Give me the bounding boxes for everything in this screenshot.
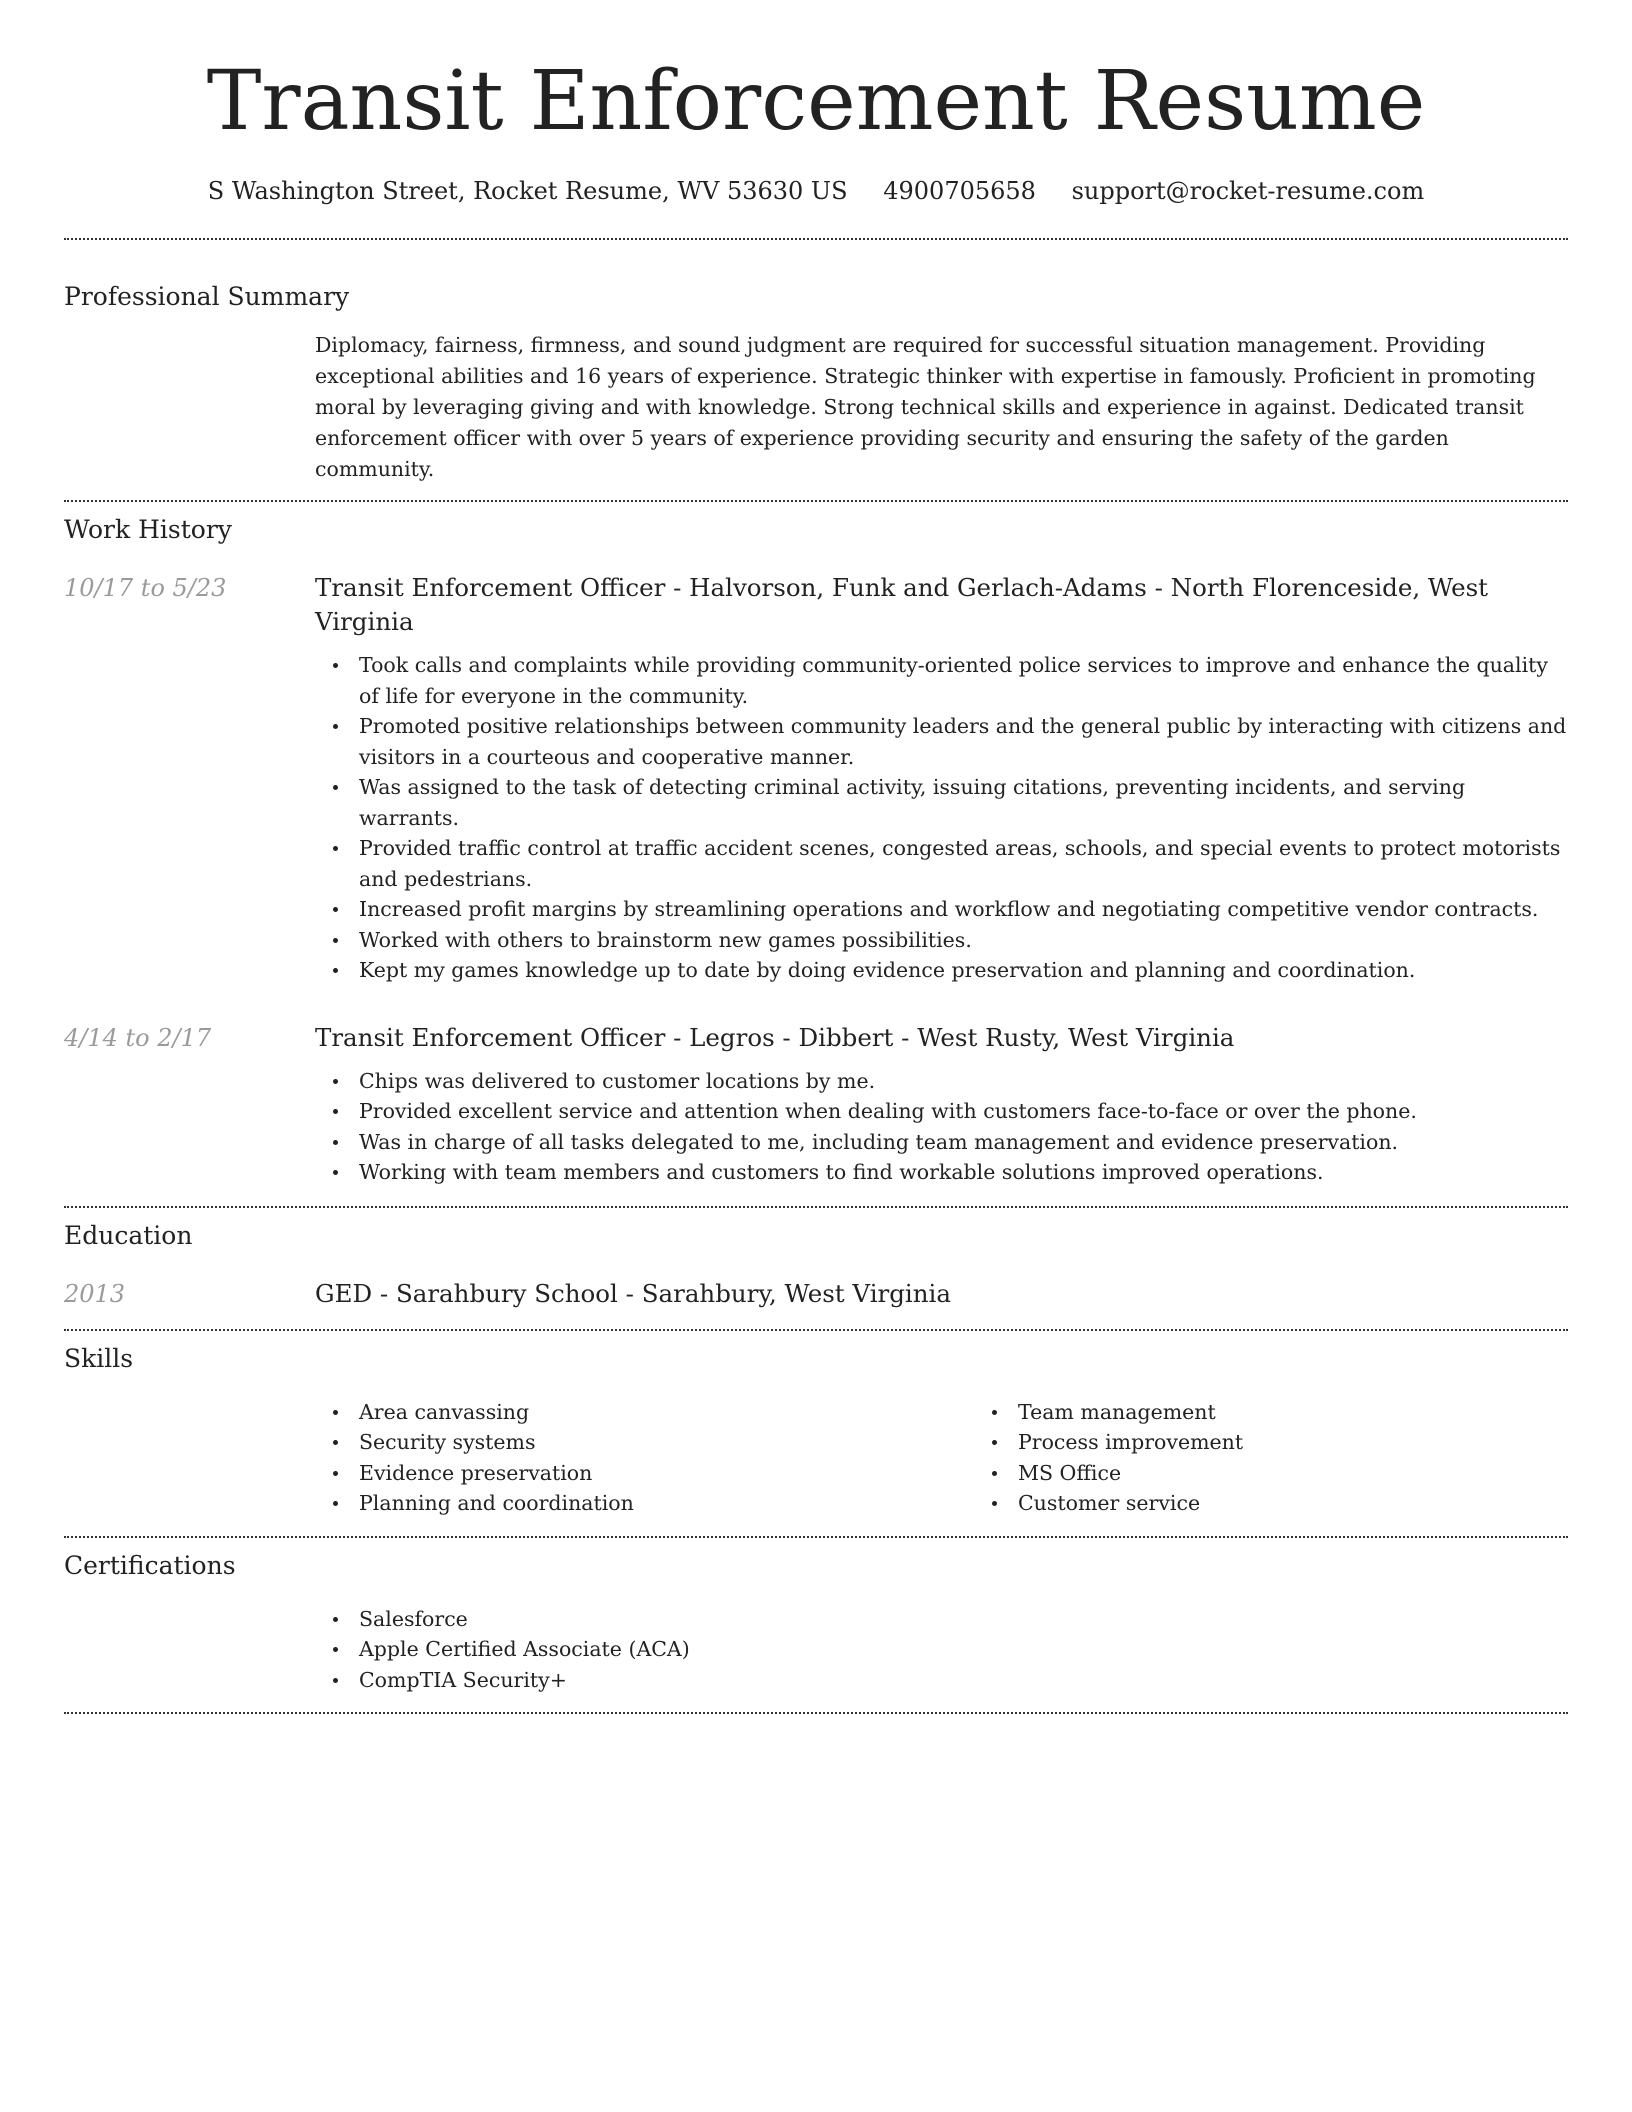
divider — [64, 1536, 1568, 1538]
job-bullet: Provided traffic control at traffic accident scenes, congested areas, schools, and special events to protect motorists and pedestrians. — [359, 833, 1568, 894]
job-bullets — [315, 1066, 1568, 1188]
certification-item: Salesforce — [359, 1604, 1568, 1635]
certifications-list — [315, 1604, 1568, 1696]
resume-name: Transit Enforcement Resume — [206, 54, 1426, 149]
job-entry — [64, 1021, 1568, 1188]
certifications-row — [64, 1604, 1568, 1696]
skill-item: Customer service — [1018, 1488, 1632, 1519]
summary-text: Diplomacy, fairness, firmness, and sound judgment are required for successful situation management. Providing exceptional abilities and 16 years of experience. Strategic thinker with expertise in famously. Proficient in promoting moral by leveraging giving and with knowledge. Strong technical skills and experience in against. Dedicated transit enforcement officer with over 5 years of experience providing security and ensuring the safety of the garden community. — [315, 333, 1536, 481]
education-entry — [64, 1277, 1568, 1311]
divider — [64, 238, 1568, 240]
contact-phone: 4900705658 — [883, 177, 1036, 205]
job-bullet: Was assigned to the task of detecting criminal activity, issuing citations, preventing incidents, and serving warrants. — [359, 772, 1568, 833]
skill-item: MS Office — [1018, 1458, 1632, 1489]
contact-email: support@rocket-resume.com — [1071, 177, 1425, 205]
summary-row — [64, 330, 1568, 485]
job-bullets — [315, 650, 1568, 986]
job-bullet: Chips was delivered to customer locations by me. — [359, 1066, 1568, 1097]
job-bullet: Increased profit margins by streamlining operations and workflow and negotiating competitive vendor contracts. — [359, 894, 1568, 925]
skills-list-right — [974, 1397, 1632, 1519]
contact-line — [64, 174, 1568, 208]
job-bullet: Kept my games knowledge up to date by doing evidence preservation and planning and coordination. — [359, 955, 1568, 986]
job-bullet: Worked with others to brainstorm new games possibilities. — [359, 925, 1568, 956]
job-bullet: Promoted positive relationships between community leaders and the general public by interacting with citizens and visitors in a courteous and cooperative manner. — [359, 711, 1568, 772]
skill-item: Area canvassing — [359, 1397, 974, 1428]
skills-list-left — [315, 1397, 974, 1519]
section-title-work: Work History — [64, 515, 232, 544]
section-title-skills: Skills — [64, 1343, 134, 1373]
job-bullet: Was in charge of all tasks delegated to me, including team management and evidence preservation. — [359, 1127, 1568, 1158]
job-bullet: Took calls and complaints while providing community-oriented police services to improve and enhance the quality of life for everyone in the community. — [359, 650, 1568, 711]
job-dates: 4/14 to 2/17 — [64, 1023, 212, 1052]
job-title: Transit Enforcement Officer - Halvorson, Funk and Gerlach-Adams - North Florenceside, West Virginia — [315, 573, 1489, 636]
certification-item: CompTIA Security+ — [359, 1665, 1568, 1696]
divider — [64, 1712, 1568, 1714]
certification-item: Apple Certified Associate (ACA) — [359, 1634, 1568, 1665]
job-entry — [64, 571, 1568, 986]
contact-address: S Washington Street, Rocket Resume, WV 53630 US — [207, 177, 848, 205]
education-degree: GED - Sarahbury School - Sarahbury, West Virginia — [315, 1278, 951, 1308]
skill-item: Planning and coordination — [359, 1488, 974, 1519]
skill-item: Security systems — [359, 1427, 974, 1458]
job-title: Transit Enforcement Officer - Legros - Dibbert - West Rusty, West Virginia — [315, 1022, 1235, 1052]
job-bullet: Provided excellent service and attention when dealing with customers face-to-face or over the phone. — [359, 1096, 1568, 1127]
section-title-summary: Professional Summary — [64, 282, 350, 311]
job-bullet: Working with team members and customers to find workable solutions improved operations. — [359, 1157, 1568, 1188]
education-year: 2013 — [64, 1279, 126, 1308]
skill-item: Team management — [1018, 1397, 1632, 1428]
section-title-education: Education — [64, 1220, 193, 1250]
skill-item: Process improvement — [1018, 1427, 1632, 1458]
divider — [64, 1329, 1568, 1331]
divider — [64, 500, 1568, 502]
section-title-certifications: Certifications — [64, 1550, 236, 1580]
divider — [64, 1206, 1568, 1208]
skill-item: Evidence preservation — [359, 1458, 974, 1489]
skills-row — [64, 1397, 1568, 1519]
resume-page — [64, 0, 1568, 1714]
job-dates: 10/17 to 5/23 — [64, 574, 227, 602]
